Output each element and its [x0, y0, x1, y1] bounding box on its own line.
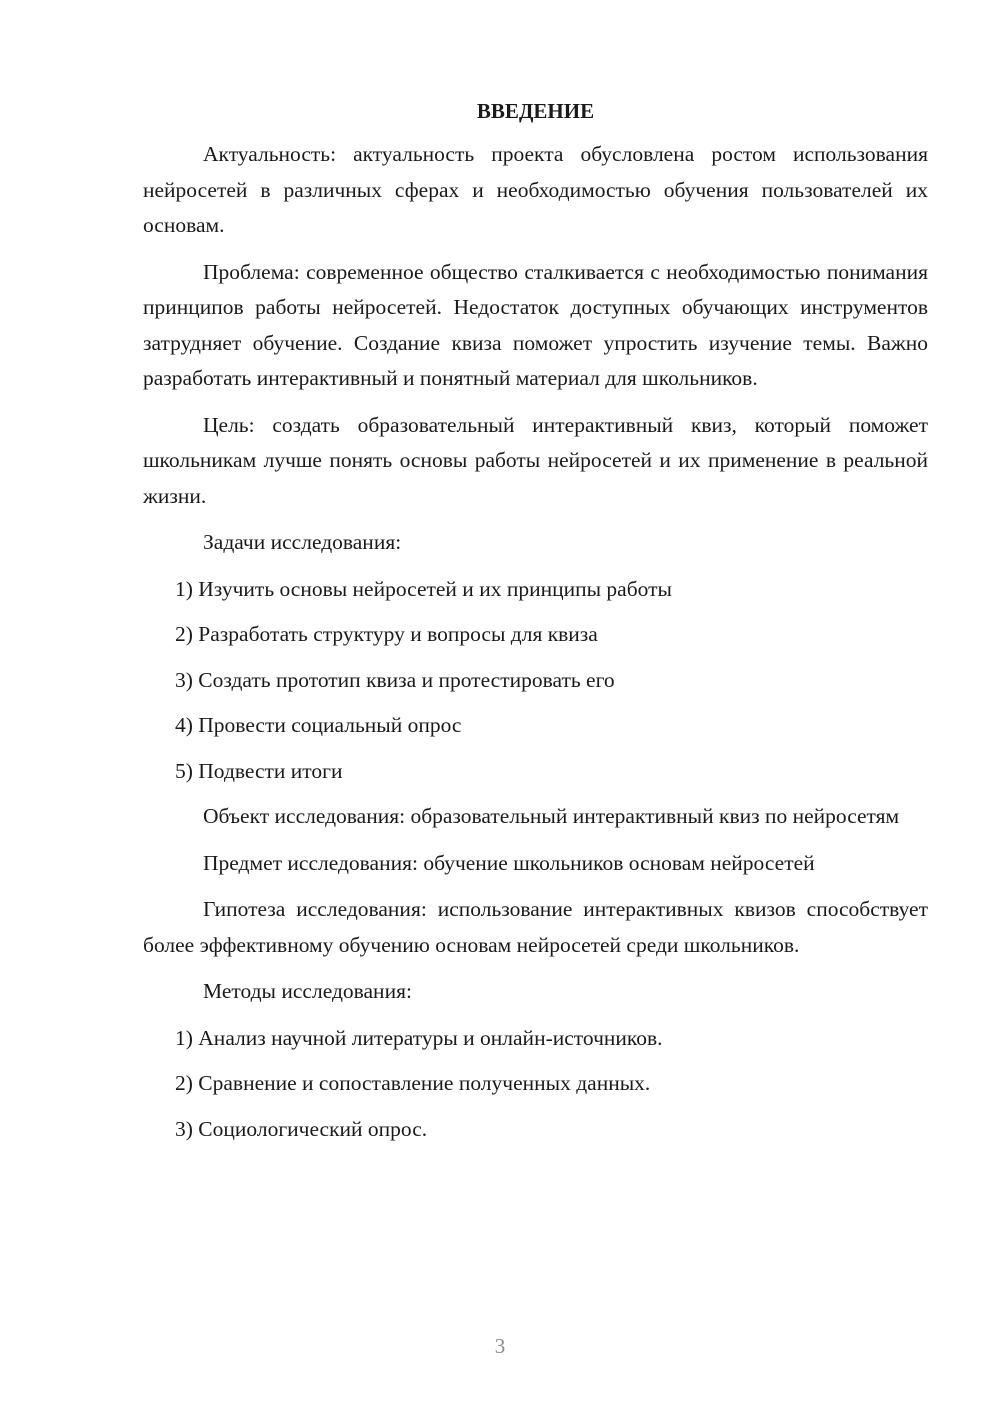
methods-heading: Методы исследования:: [203, 979, 412, 1003]
list-item: 3) Социологический опрос.: [175, 1116, 428, 1141]
subject-paragraph: Предмет исследования: обучение школьников основам нейросетей: [203, 850, 815, 875]
tasks-heading: Задачи исследования:: [203, 530, 402, 554]
goal-paragraph: Цель: создать образовательный интерактивный квиз, который поможет школьникам лучше понять основы работы нейросетей и их применение в реальной жизни.: [143, 412, 928, 508]
page-title: ВВЕДЕНИЕ: [476, 99, 595, 123]
page-number: 3: [494, 1334, 506, 1358]
relevance-paragraph: Актуальность: актуальность проекта обусловлена ростом использования нейросетей в различных сферах и необходимостью обучения пользователей их основам.: [143, 142, 928, 237]
list-item: 1) Анализ научной литературы и онлайн-источников.: [175, 1025, 663, 1050]
hypothesis-paragraph: Гипотеза исследования: использование интерактивных квизов способствует более эффективному обучению основам нейросетей среди школьников.: [143, 897, 928, 957]
list-item: 2) Сравнение и сопоставление полученных данных.: [175, 1071, 651, 1095]
tasks-list: [143, 572, 928, 790]
problem-paragraph: Проблема: современное общество сталкивается с необходимостью понимания принципов работы нейросетей. Недостаток доступных обучающих инструментов затрудняет обучение. Создание квиза поможет упростить изучение темы. Важно разработать интерактивный и понятный материал для школьников.: [143, 259, 928, 390]
list-item: 2) Разработать структуру и вопросы для квиза: [175, 622, 598, 646]
methods-list: [143, 1021, 928, 1148]
object-paragraph: Объект исследования: образовательный интерактивный квиз по нейросетям: [203, 804, 900, 828]
list-item: 4) Провести социальный опрос: [175, 713, 462, 737]
list-item: 3) Создать прототип квиза и протестировать его: [175, 667, 615, 692]
document-page: [143, 96, 928, 1157]
list-item: 1) Изучить основы нейросетей и их принципы работы: [175, 576, 672, 601]
list-item: 5) Подвести итоги: [175, 758, 343, 783]
